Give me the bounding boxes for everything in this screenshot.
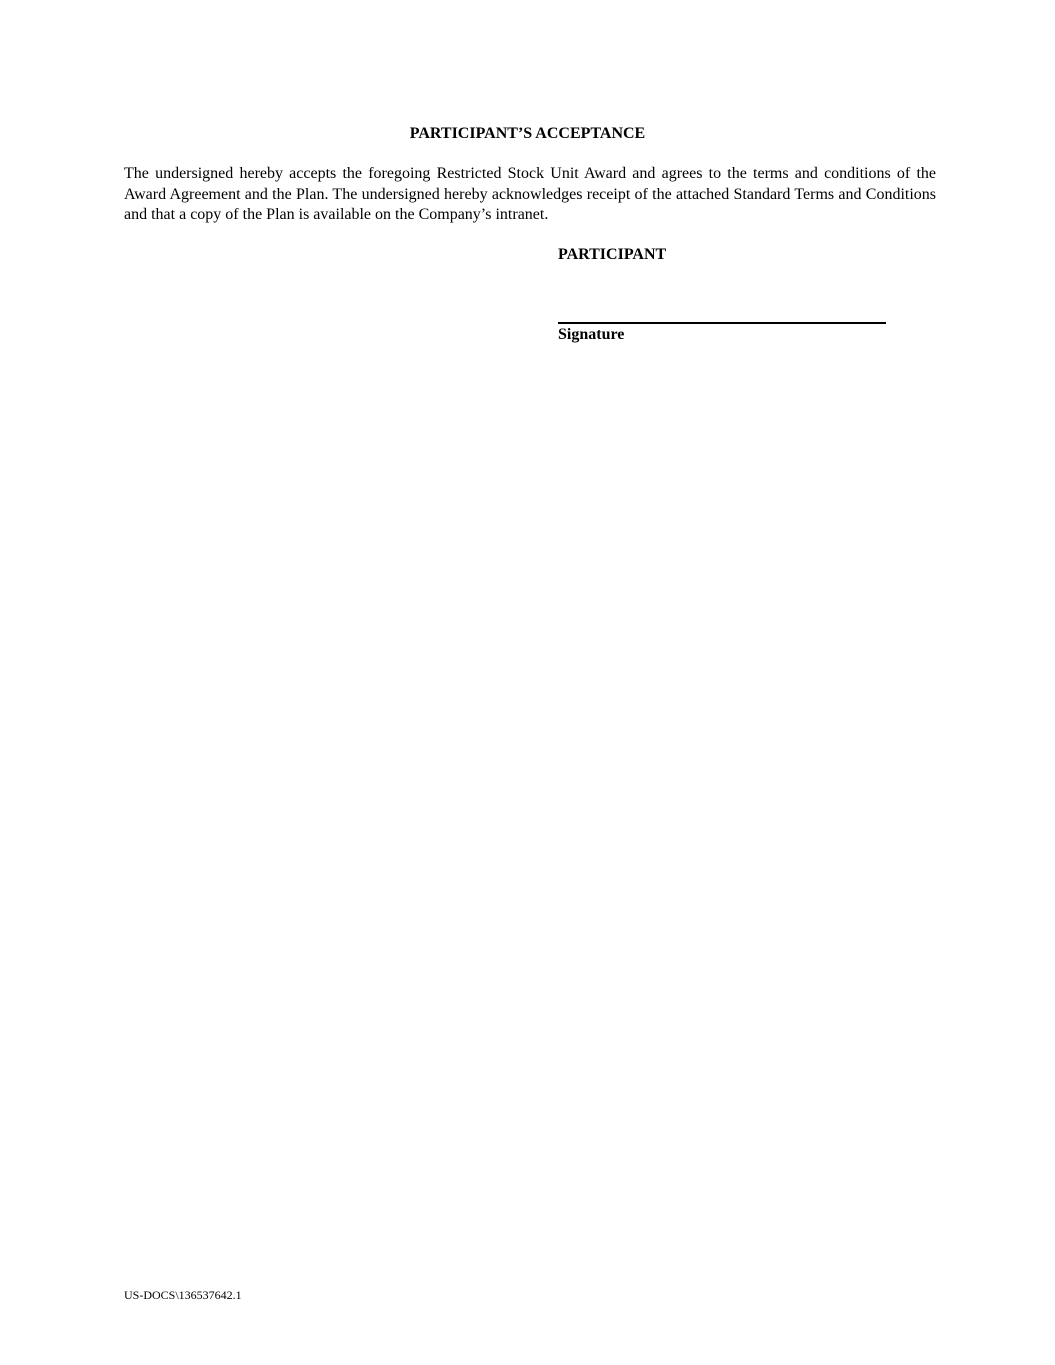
participant-heading: PARTICIPANT [558, 246, 667, 263]
acceptance-paragraph: The undersigned hereby accepts the foregoing Restricted Stock Unit Award and agrees to the terms and conditions of the Award Agreement and the Plan. The undersigned hereby acknowledges receipt of the attached Standard Terms and Conditions and that a copy of the Plan is available on the Company’s intranet. [124, 165, 936, 223]
signature-label: Signature [558, 326, 625, 343]
document-id-footer: US-DOCS\136537642.1 [124, 1288, 242, 1302]
signature-line [558, 322, 886, 324]
page-title: PARTICIPANT’S ACCEPTANCE [409, 125, 646, 142]
